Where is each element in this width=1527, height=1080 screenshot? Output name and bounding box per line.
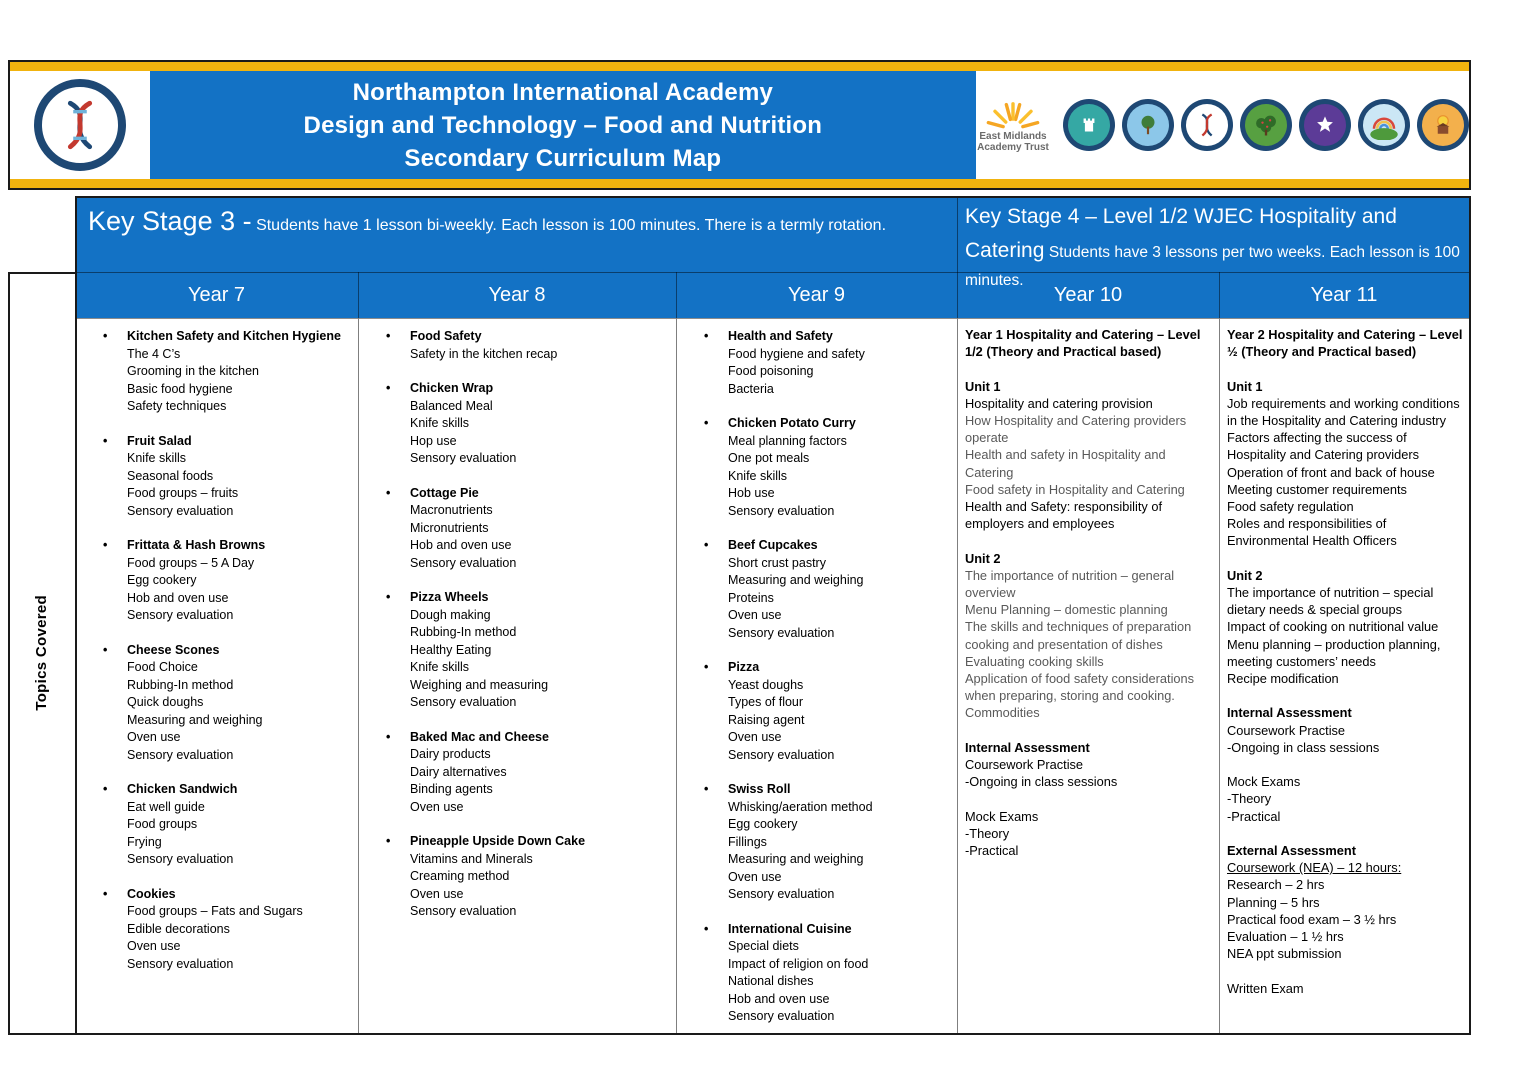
text-line: The skills and techniques of preparation cooking and presentation of dishes — [965, 619, 1192, 652]
topic-detail: Raising agent — [728, 712, 805, 727]
topic-detail: Food hygiene and safety — [728, 346, 865, 361]
topics-covered-sidebar — [8, 272, 75, 1033]
topic-title: Health and Safety — [728, 329, 833, 343]
topic-detail: Types of flour — [728, 695, 804, 709]
topic-title: Pizza — [728, 660, 760, 674]
text-line: Coursework (NEA) – 12 hours: — [1227, 860, 1402, 876]
text-line: -Ongoing in class sessions — [965, 774, 1118, 790]
topic-detail: Knife skills — [728, 468, 788, 483]
topic-detail: Egg cookery — [127, 573, 197, 587]
text-line: Health and safety in Hospitality and Catering — [965, 447, 1166, 480]
topic-item — [103, 328, 352, 416]
text-line: Internal Assessment — [965, 739, 1090, 755]
topic-detail: Sensory evaluation — [127, 956, 234, 971]
topic-item — [386, 380, 670, 468]
topic-detail: Short crust pastry — [728, 555, 826, 570]
topic-detail: Knife skills — [410, 660, 470, 674]
topic-detail: Edible decorations — [127, 921, 230, 936]
key-stage-3-header — [88, 204, 948, 238]
topic-detail: Oven use — [410, 799, 464, 814]
topic-detail: Sensory evaluation — [127, 852, 234, 866]
topic-item — [103, 781, 352, 869]
topic-detail: Healthy Eating — [410, 642, 492, 657]
grid-line — [75, 318, 1469, 319]
bullet-icon: • — [704, 921, 709, 936]
topic-detail: Safety techniques — [127, 399, 227, 413]
bullet-icon: • — [386, 329, 391, 343]
text-line: Menu planning – production planning, meeting customers’ needs — [1227, 636, 1441, 669]
bullet-icon: • — [103, 642, 108, 657]
year-9-header: Year 9 — [787, 284, 846, 306]
trust-name: East Midlands Academy Trust — [977, 131, 1049, 153]
grid-line — [358, 272, 359, 318]
year-10-topics-cell — [957, 318, 1219, 1033]
text-line: Impact of cooking on nutritional value — [1227, 619, 1439, 635]
text-line: Unit 2 — [1227, 567, 1263, 583]
topic-detail: Oven use — [728, 730, 782, 744]
topic-detail: Hob and oven use — [410, 538, 512, 552]
logo-shepherdswell-academy — [1358, 99, 1410, 151]
blank-line — [1227, 687, 1463, 704]
text-line: How Hospitality and Catering providers operate — [965, 413, 1187, 446]
blank-line — [1227, 825, 1463, 842]
topic-detail: Sensory evaluation — [728, 887, 835, 901]
text-line: NEA ppt submission — [1227, 946, 1342, 962]
topics-covered-label: Topics Covered — [33, 594, 50, 711]
text-line: Factors affecting the success of Hospitality and Catering providers — [1227, 430, 1420, 463]
text-line: Job requirements and working conditions in the Hospitality and Catering industry — [1227, 395, 1460, 428]
topic-detail: Macronutrients — [410, 503, 493, 517]
topic-detail: Balanced Meal — [410, 398, 493, 413]
grid-line — [957, 196, 958, 318]
header-title-line-2: Design and Technology – Food and Nutrition — [303, 111, 823, 139]
topic-detail: Dough making — [410, 607, 491, 622]
topic-detail: Bacteria — [728, 381, 774, 396]
topic-item — [103, 433, 352, 521]
text-line: Unit 2 — [965, 550, 1001, 566]
trust-logo — [976, 97, 1050, 153]
topic-item — [704, 781, 951, 904]
bullet-icon: • — [704, 538, 709, 552]
bullet-icon: • — [103, 886, 108, 901]
topic-title: International Cuisine — [728, 921, 852, 936]
key-stage-4-title: Key Stage 4 – Level 1/2 WJEC Hospitality and Catering — [965, 205, 1397, 262]
topic-detail: Sensory evaluation — [728, 503, 835, 518]
topic-detail: Vitamins and Minerals — [410, 851, 533, 866]
text-line: Unit 1 — [965, 378, 1001, 394]
topic-detail: Sensory evaluation — [728, 625, 835, 640]
topic-item — [704, 921, 951, 1026]
topic-detail: Dairy alternatives — [410, 764, 507, 779]
topic-item — [103, 886, 352, 974]
topic-detail: Knife skills — [410, 416, 470, 430]
text-line: Year 2 Hospitality and Catering – Level ½ (Theory and Practical based) — [1227, 327, 1463, 360]
topic-detail: Creaming method — [410, 869, 510, 883]
topic-detail: Safety in the kitchen recap — [410, 346, 558, 361]
bullet-icon: • — [386, 485, 391, 500]
text-line: Mock Exams — [1227, 774, 1301, 790]
topic-item — [704, 537, 951, 642]
topic-detail: Hob use — [728, 486, 775, 500]
year-11-topics-cell — [1219, 318, 1469, 1033]
text-line: Practical food exam – 3 ½ hrs — [1227, 911, 1397, 927]
blank-line — [1227, 550, 1463, 567]
year-7-topics-cell — [75, 318, 358, 1033]
header-row — [10, 71, 1469, 179]
bullet-icon: • — [386, 590, 391, 604]
text-line: Food safety regulation — [1227, 499, 1354, 515]
topic-title: Cheese Scones — [127, 642, 220, 657]
grid-line — [75, 272, 1469, 273]
topic-title: Frittata & Hash Browns — [127, 538, 266, 552]
topic-detail: Oven use — [410, 886, 464, 901]
grid-line — [358, 318, 359, 1033]
topic-detail: Sensory evaluation — [410, 555, 517, 570]
topic-detail: Quick doughs — [127, 695, 204, 709]
text-line: Recipe modification — [1227, 671, 1339, 687]
table-frame-right — [1469, 196, 1471, 1035]
blank-line — [965, 532, 1213, 549]
logo-orchard-academy — [1240, 99, 1292, 151]
text-line: Application of food safety considerations when preparing, storing and cooking. — [965, 671, 1195, 704]
curriculum-table — [8, 196, 1471, 1035]
logo-stimpson-avenue-academy — [1417, 99, 1469, 151]
title-panel — [150, 71, 976, 179]
bullet-icon: • — [386, 834, 391, 848]
bullet-icon: • — [103, 538, 108, 552]
topic-detail: Egg cookery — [728, 817, 798, 831]
text-line: Coursework Practise — [1227, 722, 1346, 738]
topic-detail: Fillings — [728, 834, 767, 849]
logo-hardingstone-academy — [1122, 99, 1174, 151]
topic-detail: Food groups — [127, 817, 198, 831]
sun-house-icon — [1429, 111, 1457, 139]
topic-detail: Food Choice — [127, 660, 198, 674]
text-line: The importance of nutrition – general overview — [965, 567, 1175, 601]
topic-detail: Meal planning factors — [728, 433, 847, 448]
topic-title: Food Safety — [410, 329, 482, 343]
key-stage-3-subtitle: Students have 1 lesson bi-weekly. Each lesson is 100 minutes. There is a termly rotation. — [256, 217, 887, 234]
topic-detail: Impact of religion on food — [728, 956, 869, 971]
topic-title: Chicken Sandwich — [127, 782, 238, 796]
blank-line — [965, 360, 1213, 377]
text-line: -Practical — [965, 843, 1019, 859]
topic-detail: One pot meals — [728, 451, 810, 465]
topic-item — [386, 589, 670, 712]
school-logo-panel — [10, 71, 150, 179]
year-8-topics-cell — [358, 318, 676, 1033]
topic-detail: Rubbing-In method — [410, 625, 517, 639]
topic-detail: Sensory evaluation — [728, 1009, 835, 1023]
bullet-icon: • — [386, 729, 391, 744]
topic-detail: Eat well guide — [127, 799, 205, 814]
text-line: Written Exam — [1227, 980, 1304, 996]
blank-line — [1227, 360, 1463, 377]
castle-icon — [1076, 112, 1102, 138]
topic-detail: Seasonal foods — [127, 468, 214, 483]
header-title-line-3: Secondary Curriculum Map — [404, 144, 722, 172]
header-title-line-1: Northampton International Academy — [352, 78, 774, 106]
grid-line — [1219, 318, 1220, 1033]
grid-line — [676, 272, 677, 318]
topic-detail: Sensory evaluation — [127, 747, 234, 762]
school-crest-logo — [34, 79, 126, 171]
topic-detail: Special diets — [728, 939, 799, 953]
text-line: Internal Assessment — [1227, 705, 1352, 721]
text-line: Menu Planning – domestic planning — [965, 602, 1168, 618]
topic-item — [103, 537, 352, 625]
sidebar-divider — [75, 196, 77, 1035]
topic-detail: Food groups – fruits — [127, 486, 239, 500]
topic-title: Chicken Potato Curry — [728, 416, 856, 430]
topic-title: Kitchen Safety and Kitchen Hygiene — [127, 329, 341, 343]
topic-item — [386, 729, 670, 817]
grid-line — [676, 318, 677, 1033]
star-icon — [1312, 112, 1338, 138]
topic-item — [704, 415, 951, 520]
topic-detail: Weighing and measuring — [410, 677, 549, 692]
topic-detail: Binding agents — [410, 782, 493, 796]
text-line: Planning – 5 hrs — [1227, 894, 1320, 910]
trust-logos-panel — [976, 71, 1469, 179]
text-line: Food safety in Hospitality and Catering — [965, 481, 1185, 497]
sunburst-icon — [981, 97, 1045, 131]
text-line: -Ongoing in class sessions — [1227, 739, 1380, 755]
topic-title: Cottage Pie — [410, 485, 479, 500]
topic-detail: Basic food hygiene — [127, 381, 233, 396]
topic-detail: Food groups – 5 A Day — [127, 555, 255, 570]
topic-detail: Knife skills — [127, 451, 187, 465]
grid-line — [1219, 272, 1220, 318]
topic-detail: Proteins — [728, 590, 774, 605]
tree-icon — [1135, 112, 1161, 138]
topic-detail: Sensory evaluation — [410, 451, 517, 465]
topic-item — [103, 642, 352, 765]
text-line: -Theory — [965, 825, 1010, 841]
bullet-icon: • — [704, 660, 709, 674]
text-line: Coursework Practise — [965, 757, 1084, 773]
text-line: Operation of front and back of house — [1227, 464, 1435, 480]
topic-title: Chicken Wrap — [410, 381, 494, 395]
topic-detail: Oven use — [728, 869, 782, 884]
topic-detail: National dishes — [728, 974, 814, 988]
dna-icon — [1193, 111, 1221, 139]
text-line: Unit 1 — [1227, 378, 1263, 394]
bullet-icon: • — [704, 416, 709, 430]
topic-detail: Oven use — [127, 730, 181, 744]
text-line: Mock Exams — [965, 808, 1039, 824]
text-line: Hospitality and catering provision — [965, 395, 1153, 411]
topic-title: Cookies — [127, 886, 176, 901]
sidebar-top-border — [8, 272, 75, 274]
topic-detail: Yeast doughs — [728, 677, 804, 692]
bullet-icon: • — [103, 329, 108, 343]
topic-title: Baked Mac and Cheese — [410, 729, 549, 744]
text-line: Research – 2 hrs — [1227, 877, 1325, 893]
logo-northampton-international-academy — [1181, 99, 1233, 151]
topic-detail: Oven use — [728, 608, 782, 622]
topic-detail: Measuring and weighing — [728, 573, 864, 587]
topic-detail: Hop use — [410, 433, 457, 448]
topic-detail: Dairy products — [410, 747, 491, 761]
topic-detail: Food groups – Fats and Sugars — [127, 904, 303, 918]
grid-line — [957, 318, 958, 1033]
topic-detail: Measuring and weighing — [728, 852, 864, 866]
year-9-topics-cell — [676, 318, 957, 1033]
topic-item — [386, 833, 670, 921]
text-line: -Theory — [1227, 791, 1272, 807]
topic-detail: Rubbing-In method — [127, 677, 234, 692]
orchard-trees-icon — [1252, 111, 1280, 139]
key-stage-3-title: Key Stage 3 - — [88, 206, 252, 236]
dna-icon — [51, 96, 109, 154]
blank-line — [965, 722, 1213, 739]
topic-detail: Grooming in the kitchen — [127, 364, 260, 378]
text-line: Year 1 Hospitality and Catering – Level 1/2 (Theory and Practical based) — [965, 327, 1201, 360]
topic-detail: The 4 C’s — [127, 346, 181, 361]
bullet-icon: • — [704, 782, 709, 796]
text-line: Commodities — [965, 705, 1040, 721]
topic-detail: Sensory evaluation — [127, 503, 234, 518]
topic-detail: Sensory evaluation — [728, 747, 835, 762]
blank-line — [1227, 756, 1463, 773]
topic-title: Beef Cupcakes — [728, 538, 818, 552]
bullet-icon: • — [704, 329, 709, 343]
text-line: The importance of nutrition – special dietary needs & special groups — [1227, 585, 1434, 618]
table-frame-top — [75, 196, 1471, 198]
bullet-icon: • — [103, 782, 108, 796]
topic-detail: Oven use — [127, 939, 181, 953]
bullet-icon: • — [103, 433, 108, 448]
topic-item — [704, 328, 951, 398]
topic-title: Pineapple Upside Down Cake — [410, 834, 586, 848]
topic-item — [704, 659, 951, 764]
text-line: Roles and responsibilities of Environmental Health Officers — [1227, 516, 1397, 549]
topic-item — [386, 328, 670, 363]
year-11-header: Year 11 — [1310, 284, 1378, 306]
topic-detail: Sensory evaluation — [127, 608, 234, 622]
logo-prince-william-school — [1299, 99, 1351, 151]
year-8-header: Year 8 — [488, 284, 546, 306]
key-stage-4-subtitle: Students have 3 lessons per two weeks. Each lesson is 100 minutes. — [965, 244, 1460, 289]
table-frame-left — [8, 272, 10, 1035]
topic-title: Fruit Salad — [127, 433, 192, 448]
topic-item — [386, 485, 670, 573]
topic-detail: Whisking/aeration method — [728, 799, 873, 814]
topic-detail: Hob and oven use — [728, 991, 830, 1006]
table-frame-bottom — [8, 1033, 1471, 1035]
topic-detail: Frying — [127, 834, 162, 849]
text-line: Evaluating cooking skills — [965, 653, 1104, 669]
blank-line — [1227, 962, 1463, 979]
text-line: Evaluation – 1 ½ hrs — [1227, 929, 1344, 945]
text-line: Health and Safety: responsibility of employers and employees — [965, 499, 1163, 532]
topic-detail: Micronutrients — [410, 520, 489, 535]
topic-detail: Sensory evaluation — [410, 695, 517, 709]
year-7-header: Year 7 — [187, 284, 246, 306]
topic-title: Swiss Roll — [728, 782, 791, 796]
text-line: -Practical — [1227, 808, 1281, 824]
rainbow-hills-icon — [1369, 110, 1399, 140]
topic-title: Pizza Wheels — [410, 590, 489, 604]
year-10-header: Year 10 — [1053, 284, 1123, 306]
text-line: Meeting customer requirements — [1227, 481, 1407, 497]
bullet-icon: • — [386, 381, 391, 395]
blank-line — [965, 790, 1213, 807]
topic-detail: Measuring and weighing — [127, 712, 263, 727]
logo-castle-academy — [1063, 99, 1115, 151]
topic-detail: Hob and oven use — [127, 590, 229, 605]
text-line: External Assessment — [1227, 843, 1356, 859]
topic-detail: Food poisoning — [728, 364, 814, 378]
header-banner — [8, 60, 1471, 190]
topic-detail: Sensory evaluation — [410, 904, 517, 918]
